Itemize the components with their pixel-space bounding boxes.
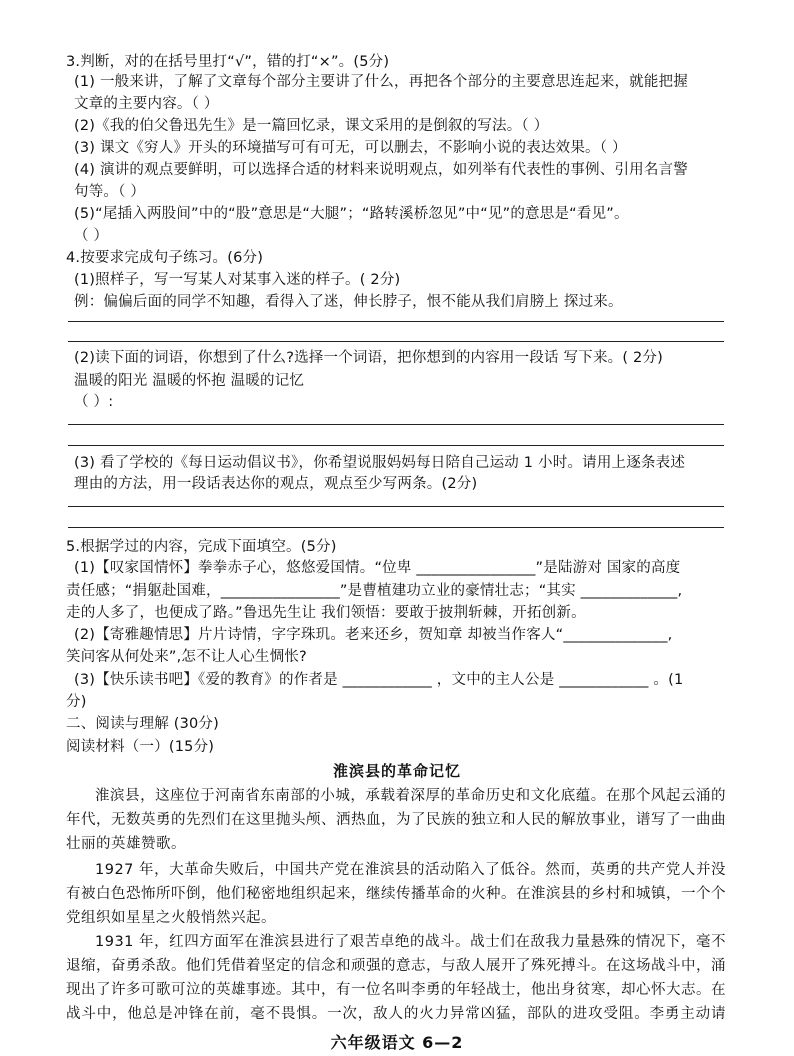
- q5-line-5: 笑问客从何处来”,怎不让人心生惆怅?: [66, 649, 307, 665]
- article-title: 淮滨县的革命记忆: [332, 762, 461, 780]
- q5-line-7: 分): [66, 694, 87, 710]
- q3-item-5b: （ ）: [74, 228, 109, 244]
- q3-item-3: (3) 课文《穷人》开头的环境描写可有可无，可以删去，不影响小说的表达效果。（ ）: [74, 140, 627, 156]
- q5-line-2: 责任感；“捐躯赴国难，________________”是曹植建功立业的豪情壮志；“其实 _____________,: [66, 583, 683, 599]
- q3-heading: 3.判断，对的在括号里打“√”，错的打“×”。(5分): [66, 54, 390, 70]
- q5-heading: 5.根据学过的内容，完成下面填空。(5分): [66, 539, 337, 555]
- q3-item-2: (2)《我的伯父鲁迅先生》是一篇回忆录，课文采用的是倒叙的写法。（ ）: [74, 118, 549, 134]
- section2-heading: 二、阅读与理解 (30分): [66, 716, 219, 732]
- article-paragraph-3: 1931 年，红四方面军在淮滨县进行了艰苦卓绝的战斗。战士们在敌我力量悬殊的情况下，毫不退缩，奋勇杀敌。他们凭借着坚定的信念和顽强的意志，与敌人展开了殊死搏斗。在这场战斗中，涌现出了许多可歌可泣的英雄事迹。其中，有一位名叫李勇的年轻战士，他出身贫寒，却心怀大志。在战斗中，他总是冲锋在前，毫不畏惧。一次，敌人的火力异常凶猛，部队的进攻受阻。李勇主动请: [66, 934, 726, 1022]
- q4-part2-words: 温暖的阳光 温暖的怀抱 温暖的记忆: [74, 373, 305, 389]
- q5-line-1: (1)【叹家国情怀】拳拳赤子心，悠悠爱国情。“位卑 ________________”是陆游对 国家的高度: [74, 560, 681, 576]
- q4-part3-line2: 理由的方法，用一段话表达你的观点，观点至少写两条。(2分): [74, 476, 478, 492]
- article-paragraph-1: 淮滨县，这座位于河南省东南部的小城，承载着深厚的革命历史和文化底蕴。在那个风起云涌的年代，无数英勇的先烈们在这里抛头颅、洒热血，为了民族的独立和人民的解放事业，谱写了一曲曲壮丽的英雄赞歌。: [66, 788, 726, 852]
- page-footer: 六年级语文 6—2: [330, 1033, 464, 1052]
- answer-line[interactable]: [68, 527, 724, 528]
- q5-line-3: 走的人多了，也便成了路。”鲁迅先生让 我们领悟：要敢于披荆斩棘，开拓创新。: [66, 605, 586, 621]
- q5-line-6: (3)【快乐读书吧】《爱的教育》的作者是 ____________ ，文中的主人公是 ____________ 。(1: [74, 672, 684, 688]
- answer-line[interactable]: [68, 424, 724, 425]
- q4-part2-blank[interactable]: （ ）:: [74, 394, 114, 410]
- q3-item-1a: (1) 一般来讲，了解了文章每个部分主要讲了什么，再把各个部分的主要意思连起来，就能把握: [74, 74, 688, 90]
- q3-item-4b: 句等。（ ）: [74, 184, 146, 200]
- q4-part1: (1)照样子，写一写某人对某事入迷的样子。( 2分): [74, 272, 401, 288]
- answer-line[interactable]: [68, 341, 724, 342]
- article-paragraph-2: 1927 年，大革命失败后，中国共产党在淮滨县的活动陷入了低谷。然而，英勇的共产党人并没有被白色恐怖所吓倒，他们秘密地组织起来，继续传播革命的火种。在淮滨县的乡村和城镇，一个个党组织如星星之火般悄然兴起。: [66, 862, 726, 926]
- q4-part3-line1: (3) 看了学校的《每日运动倡议书》，你希望说服妈妈每日陪自己运动 1 小时。请用上逐条表述: [74, 455, 686, 471]
- q3-item-1b: 文章的主要内容。（ ）: [74, 96, 219, 112]
- q4-part2: (2)读下面的词语，你想到了什么?选择一个词语，把你想到的内容用一段话 写下来。( 2分): [74, 350, 663, 366]
- answer-line[interactable]: [68, 445, 724, 446]
- q4-heading: 4.按要求完成句子练习。(6分): [66, 250, 264, 266]
- q5-line-4: (2)【寄雅趣情思】片片诗情，字字珠玑。老来还乡，贺知章 却被当作客人“______________,: [74, 627, 673, 643]
- reading-material-label: 阅读材料（一）(15分): [66, 739, 215, 755]
- answer-line[interactable]: [68, 321, 724, 322]
- q3-item-4a: (4) 演讲的观点要鲜明，可以选择合适的材料来说明观点，如列举有代表性的事例、引用名言警: [74, 162, 688, 178]
- q3-item-5a: (5)“尾插入两股间”中的“股”意思是“大腿”；“路转溪桥忽见”中“见”的意思是“看见”。: [74, 206, 629, 222]
- answer-line[interactable]: [68, 506, 724, 507]
- q4-part1-example: 例：偏偏后面的同学不知趣，看得入了迷，伸长脖子，恨不能从我们肩膀上 探过来。: [74, 294, 623, 310]
